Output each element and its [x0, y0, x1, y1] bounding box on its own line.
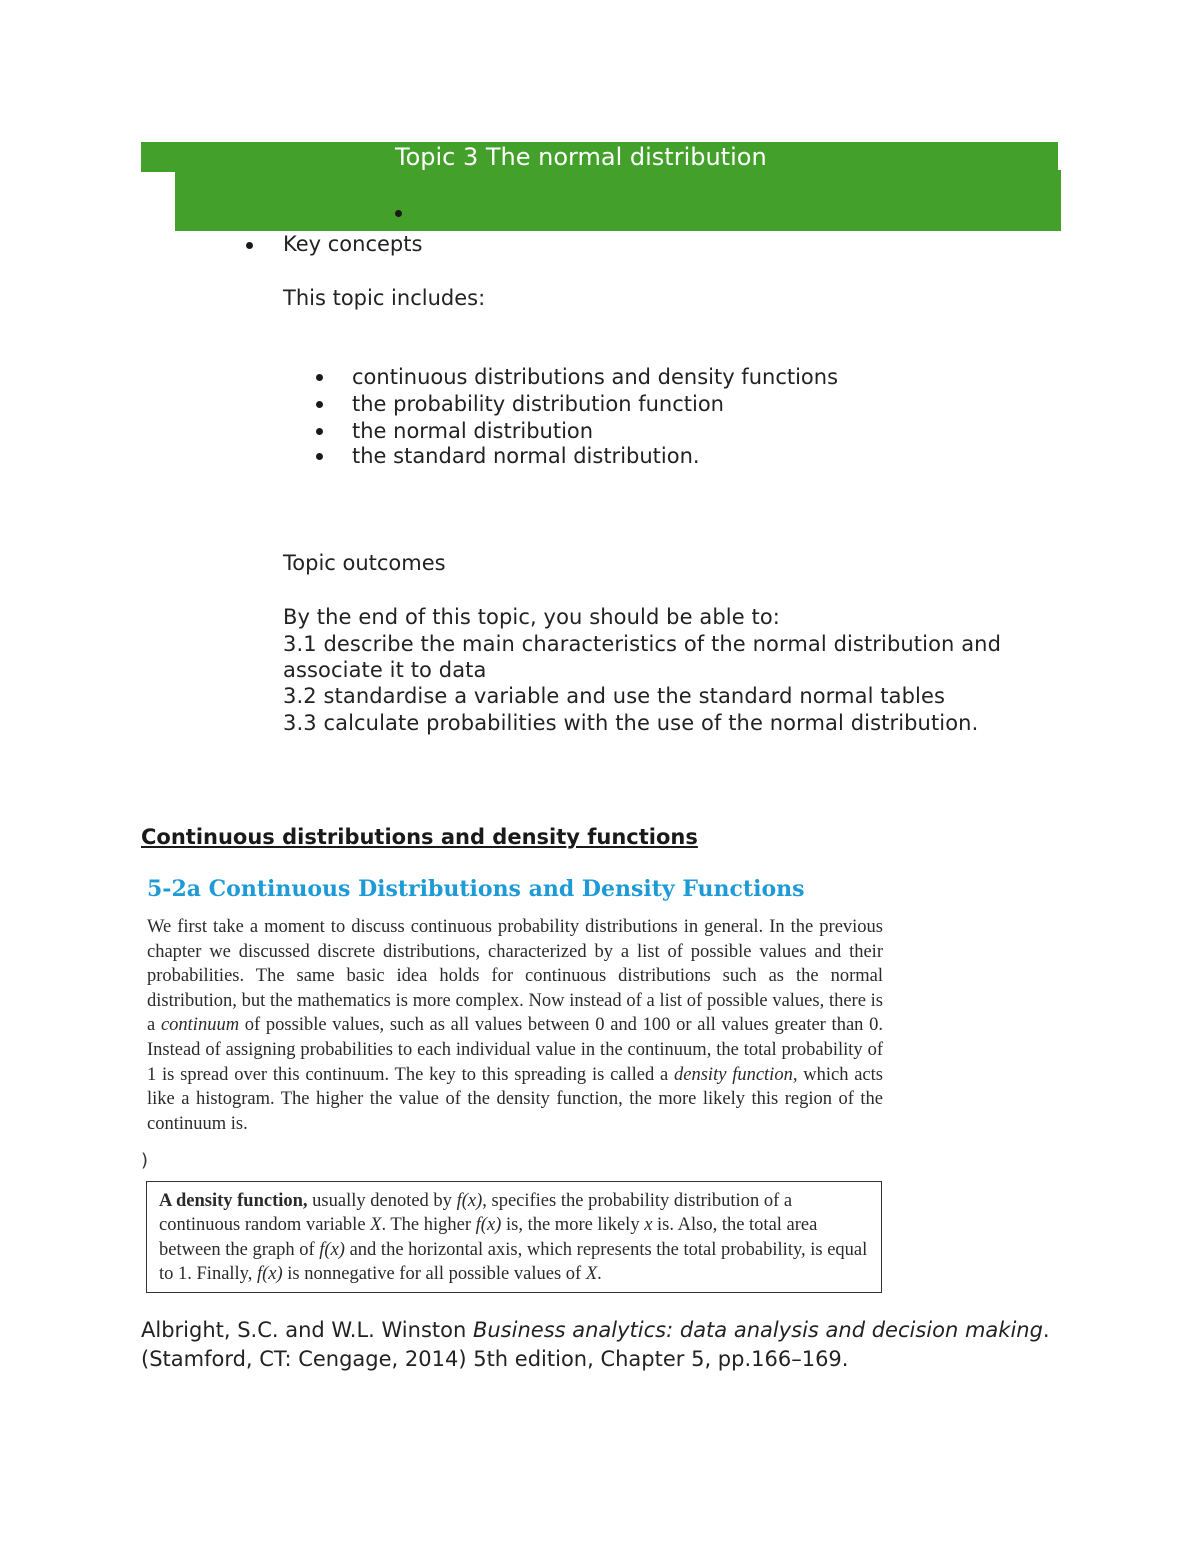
outcome-item-continued: associate it to data [283, 658, 487, 682]
topic-outcomes-heading: Topic outcomes [283, 551, 446, 575]
excerpt-paragraph: We first take a moment to discuss continuous probability distributions in general. In the previous chapter we discussed discrete distributions, characterized by a list of possible values and their probabilities. The same basic idea holds for continuous distributions such as the normal distribution, but the mathematics is more complex. Now instead of a list of possible values, there is a continuum of possible values, such as all values between 0 and 100 or all values greater than 0. Instead of assigning probabilities to each individual value in the continuum, the total probability of 1 is spread over this continuum. The key to this spreading is called a density function, which acts like a histogram. The higher the value of the density function, the more likely this region of the continuum is. [147, 917, 884, 1134]
bullet-icon [316, 374, 323, 381]
concept-item: the standard normal distribution. [352, 444, 700, 468]
excerpt-heading: 5-2a Continuous Distributions and Density Functions [147, 876, 805, 902]
concept-item: continuous distributions and density functions [352, 365, 839, 389]
bullet-icon [316, 428, 323, 435]
outcome-item: 3.3 calculate probabilities with the use of the normal distribution. [283, 711, 979, 735]
section-heading: Continuous distributions and density functions [141, 825, 698, 849]
bullet-icon [316, 453, 323, 460]
concept-item: the normal distribution [352, 419, 594, 443]
outcomes-intro: By the end of this topic, you should be able to: [283, 605, 780, 629]
stray-glyph: ) [141, 1150, 149, 1171]
topic-title: Topic 3 The normal distribution [395, 143, 767, 171]
definition-text: A density function, usually denoted by f(x), specifies the probability distribution of a continuous random variable X. The higher f(x) is, the more likely x is. Also, the total area between the graph of f(x) and the horizontal axis, which represents the total probability, is equal to 1. Finally, f(x) is nonnegative for all possible values of X. [159, 1191, 868, 1285]
outcome-item: 3.1 describe the main characteristics of the normal distribution and [283, 632, 1002, 656]
bullet-icon [316, 401, 323, 408]
key-concepts-heading: Key concepts [283, 232, 423, 256]
citation: Albright, S.C. and W.L. Winston Business analytics: data analysis and decision making. (Stamford, CT: Cengage, 2014) 5th edition, Chapter 5, pp.166–169. [141, 1318, 1050, 1371]
outcome-item: 3.2 standardise a variable and use the standard normal tables [283, 684, 946, 708]
concept-item: the probability distribution function [352, 392, 724, 416]
banner-bullet-icon [395, 210, 402, 217]
topic-includes-intro: This topic includes: [283, 286, 486, 310]
topic-banner-lower [175, 170, 1061, 231]
bullet-icon [246, 242, 253, 249]
